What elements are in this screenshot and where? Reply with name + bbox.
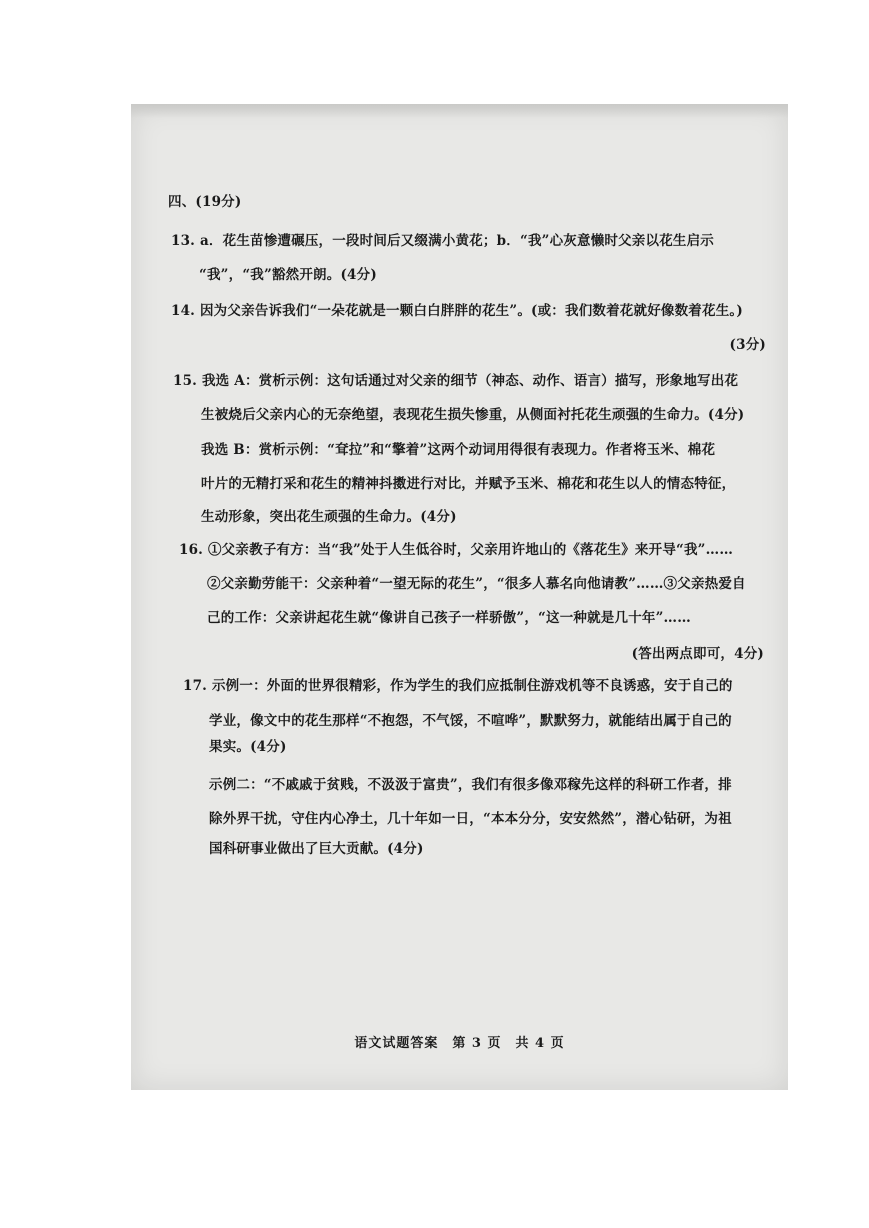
scanned-answer-sheet <box>131 104 788 1090</box>
q17-line-4: 示例二：“不戚戚于贫贱，不汲汲于富贵”，我们有很多像邓稼先这样的科研工作者，排 <box>209 777 732 793</box>
q16-score: (答出两点即可，4分) <box>631 646 764 662</box>
q16-line-3: 己的工作：父亲讲起花生就“像讲自己孩子一样骄傲”，“这一种就是几十年”…… <box>207 610 691 626</box>
q15-line-2: 生被烧后父亲内心的无奈绝望，表现花生损失惨重，从侧面衬托花生顽强的生命力。(4分) <box>201 407 745 423</box>
q15-line-3: 我选 B：赏析示例：“耷拉”和“擎着”这两个动词用得很有表现力。作者将玉米、棉花 <box>201 442 716 458</box>
q14-score: (3分) <box>729 337 766 353</box>
q16-line-1: 16. ①父亲教子有方：当“我”处于人生低谷时，父亲用许地山的《落花生》来开导“我”…… <box>179 542 734 558</box>
q17-line-2: 学业，像文中的花生那样“不抱怨，不气馁，不喧哗”，默默努力，就能结出属于自己的 <box>209 713 732 729</box>
q16-line-2: ②父亲勤劳能干：父亲种着“一望无际的花生”，“很多人慕名向他请教”……③父亲热爱自 <box>207 576 746 592</box>
q15-line-1: 15. 我选 A：赏析示例：这句话通过对父亲的细节（神态、动作、语言）描写，形象地写出花 <box>173 373 739 389</box>
q17-line-6: 国科研事业做出了巨大贡献。(4分) <box>209 841 424 857</box>
page-footer: 语文试题答案 第 3 页 共 4 页 <box>354 1036 565 1051</box>
q15-line-4: 叶片的无精打采和花生的精神抖擞进行对比，并赋予玉米、棉花和花生以人的情态特征， <box>201 476 736 492</box>
q17-line-5: 除外界干扰，守住内心净土，几十年如一日，“本本分分，安安然然”，潜心钻研，为祖 <box>209 811 732 827</box>
scan-shadow <box>131 104 788 118</box>
q14-line-1: 14. 因为父亲告诉我们“一朵花就是一颗白白胖胖的花生”。(或：我们数着花就好像数着花生。) <box>171 303 743 319</box>
q13-line-1: 13. a．花生苗惨遭碾压，一段时间后又缀满小黄花；b．“我”心灰意懒时父亲以花生启示 <box>171 233 715 249</box>
q17-line-3: 果实。(4分) <box>209 739 287 755</box>
q15-line-5: 生动形象，突出花生顽强的生命力。(4分) <box>201 509 457 525</box>
section-heading: 四、(19分) <box>168 194 242 210</box>
q17-line-1: 17. 示例一：外面的世界很精彩，作为学生的我们应抵制住游戏机等不良诱惑，安于自己的 <box>183 678 733 694</box>
q13-line-2: “我”，“我”豁然开朗。(4分) <box>199 267 377 283</box>
